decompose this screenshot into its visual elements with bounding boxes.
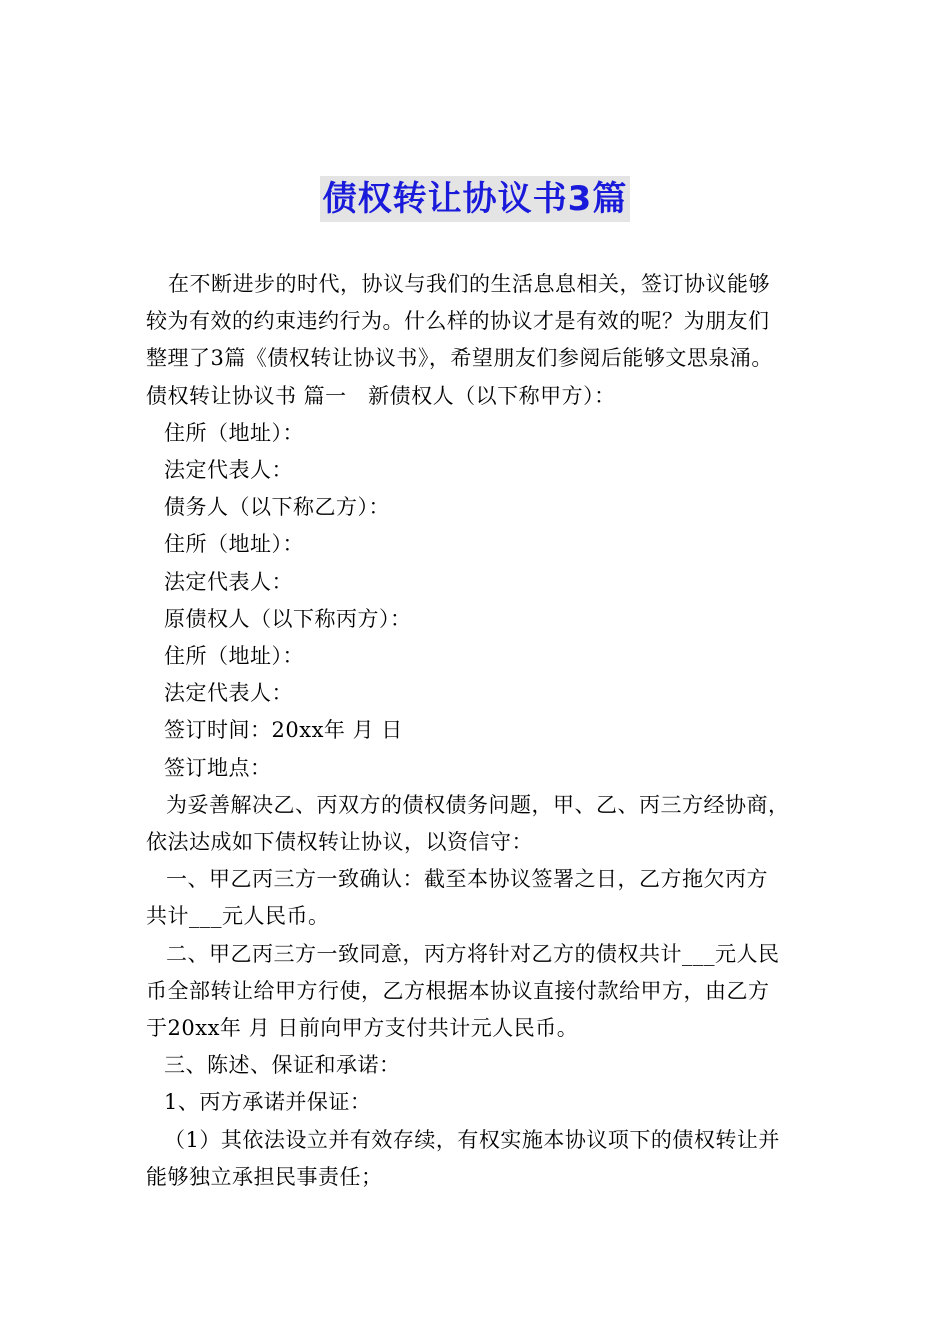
clause-line: 币全部转让给甲方行使，乙方根据本协议直接付款给甲方，由乙方	[146, 978, 770, 1003]
party-field-line: 住所（地址）：	[164, 644, 304, 669]
clause-line: 能够独立承担民事责任；	[146, 1164, 383, 1189]
party-field-line: 住所（地址）：	[164, 532, 304, 557]
party-field-line: 债务人（以下称乙方）：	[164, 495, 390, 520]
clause-line: 一、甲乙丙三方一致确认：截至本协议签署之日，乙方拖欠丙方	[166, 867, 768, 892]
clause-line: （1）其依法设立并有效存续，有权实施本协议项下的债权转让并	[164, 1127, 780, 1152]
paragraph-line: 为妥善解决乙、丙双方的债权债务问题，甲、乙、丙三方经协商，	[166, 792, 790, 817]
signing-time-line: 签订时间：20xx年 月 日	[164, 718, 403, 743]
clause-line: 二、甲乙丙三方一致同意，丙方将针对乙方的债权共计___元人民	[166, 941, 780, 966]
clause-line: 于20xx年 月 日前向甲方支付共计元人民币。	[146, 1016, 579, 1041]
paragraph-line: 整理了3篇《债权转让协议书》，希望朋友们参阅后能够文思泉涌。	[146, 346, 773, 371]
party-field-line: 住所（地址）：	[164, 420, 304, 445]
document-title: 债权转让协议书3篇	[320, 176, 631, 222]
clause-line: 共计___元人民币。	[146, 904, 330, 929]
clause-line: 三、陈述、保证和承诺：	[164, 1053, 401, 1078]
paragraph-line: 在不断进步的时代，协议与我们的生活息息相关，签订协议能够	[168, 272, 770, 296]
party-field-line: 法定代表人：	[164, 458, 293, 483]
paragraph-line: 依法达成如下债权转让协议，以资信守：	[146, 830, 533, 855]
title-container	[0, 176, 950, 222]
party-field-line: 法定代表人：	[164, 681, 293, 706]
signing-place-line: 签订地点：	[164, 755, 272, 780]
paragraph-line: 较为有效的约束违约行为。什么样的协议才是有效的呢？为朋友们	[146, 309, 770, 334]
clause-line: 1、丙方承诺并保证：	[164, 1090, 372, 1115]
document-body	[146, 266, 836, 1196]
section-heading-line: 债权转让协议书 篇一 新债权人（以下称甲方）：	[146, 383, 616, 408]
party-field-line: 法定代表人：	[164, 569, 293, 594]
party-field-line: 原债权人（以下称丙方）：	[164, 606, 412, 631]
